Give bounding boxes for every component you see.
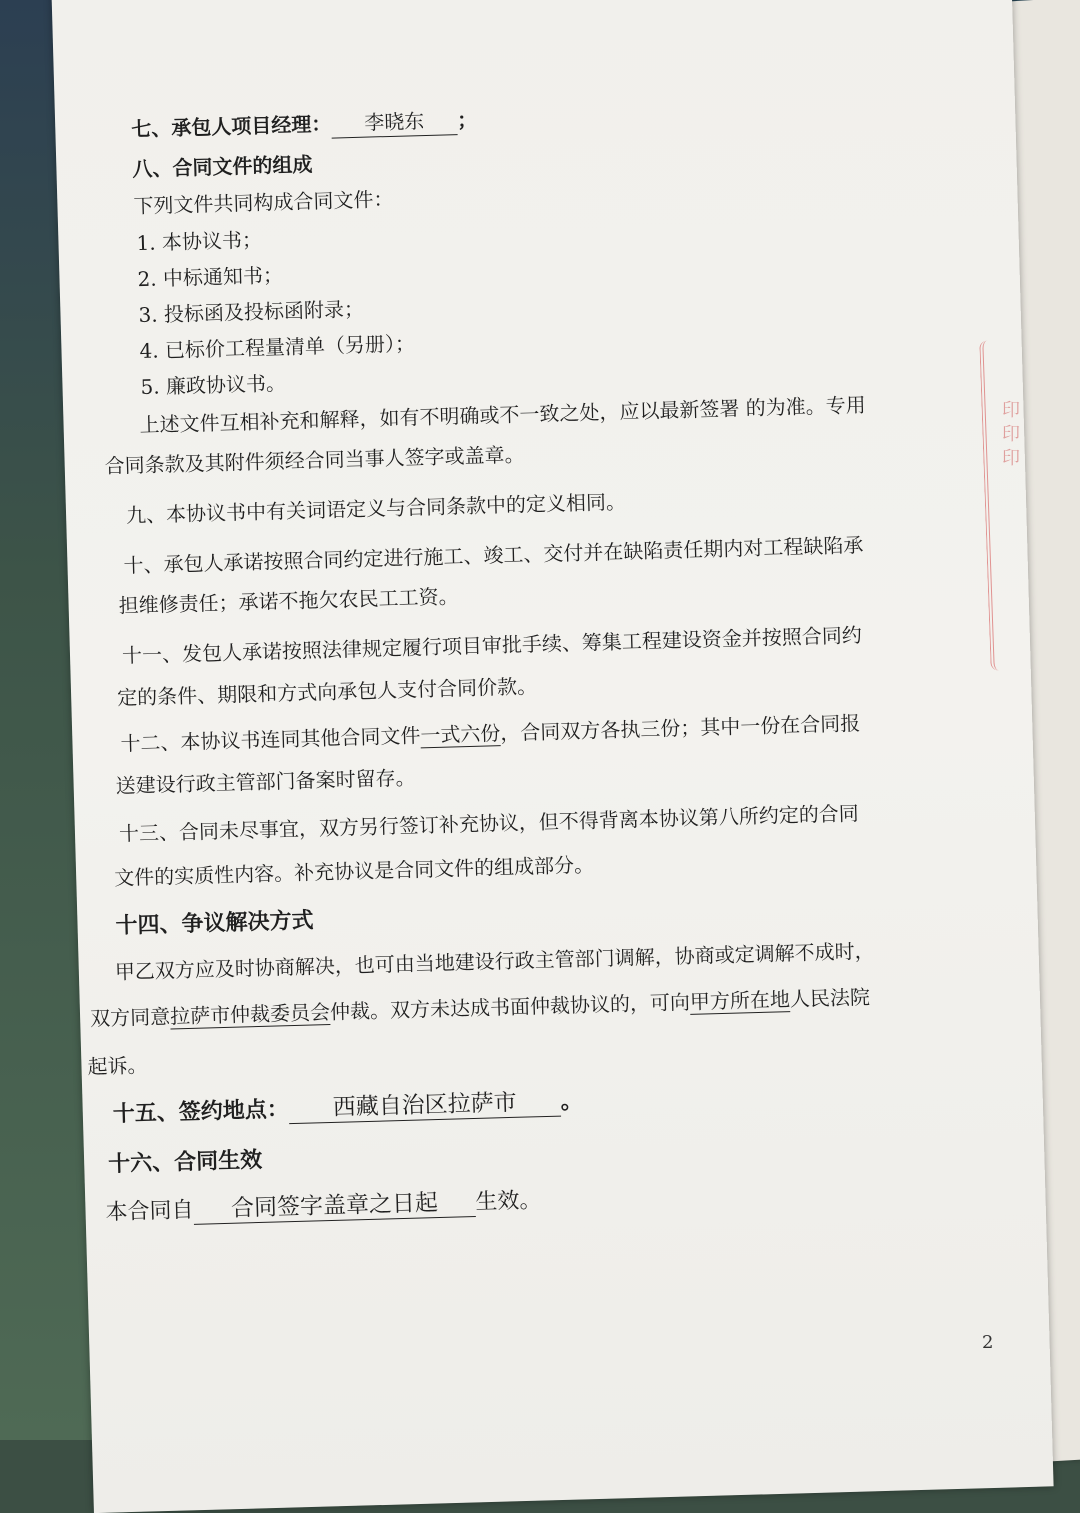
arbitration-body: 拉萨市仲裁委员会 [169, 999, 331, 1029]
section-7 [131, 106, 478, 145]
section-7-label: 七、承包人项目经理： [131, 111, 332, 142]
document-item-3: 3. 投标函及投标函附录； [138, 296, 365, 328]
project-manager-name: 李晓东 [331, 106, 458, 139]
section-13-line-1: 十三、合同未尽事宜，双方另行签订补充协议，但不得背离本协议第八所约定的合同 [118, 801, 860, 846]
section-11-line-2: 定的条件、期限和方式向承包人支付合同价款。 [116, 674, 538, 710]
court-location: 甲方所在地 [689, 987, 791, 1014]
page-number: 2 [982, 1332, 994, 1353]
section-14-line-1: 甲乙双方应及时协商解决，也可由当地建设行政主管部门调解，协商或定调解不成时， [114, 938, 875, 984]
section-8-heading: 八、合同文件的组成 [132, 152, 313, 182]
signing-place: 西藏自治区拉萨市 [288, 1088, 561, 1125]
copies-count: 一式六份 [420, 721, 501, 748]
section-8-paragraph-line-2: 合同条款及其附件须经合同当事人签字或盖章。 [104, 442, 525, 479]
section-12-line-2: 送建设行政主管部门备案时留存。 [115, 765, 416, 798]
section-16-end: 生效。 [475, 1188, 542, 1215]
section-14-line-3: 起诉。 [87, 1053, 148, 1079]
section-14-line-2 [90, 983, 870, 1033]
document-item-1: 1. 本协议书； [136, 227, 263, 256]
section-16-label: 本合同自 [105, 1197, 194, 1226]
section-11-line-1: 十一、发包人承诺按照法律规定履行项目审批手续、筹集工程建设资金并按照合同约 [121, 622, 863, 668]
section-16-heading: 十六、合同生效 [107, 1146, 263, 1178]
section-12-line-1 [120, 709, 860, 758]
document-item-2: 2. 中标通知书； [137, 263, 284, 292]
section-13-line-2: 文件的实质性内容。补充协议是合同文件的组成部分。 [113, 852, 595, 890]
section-14-heading: 十四、争议解决方式 [115, 907, 314, 939]
section-15-label: 十五、签约地点： [112, 1096, 290, 1128]
section-12-text-b: ，合同双方各执三份；其中一份在合同报 [500, 711, 861, 746]
section-7-end: ； [456, 107, 478, 133]
document-item-4: 4. 已标价工程量清单（另册）； [139, 331, 416, 364]
section-10-line-2: 担维修责任；承诺不拖欠农民工工资。 [118, 584, 459, 618]
seam-seal-mark: 印印印 [999, 400, 1020, 472]
section-15-end: 。 [560, 1087, 584, 1115]
document-item-5: 5. 廉政协议书。 [140, 370, 287, 400]
section-14-text-a: 双方同意 [89, 1004, 171, 1031]
effective-date: 合同签字盖章之日起 [193, 1188, 476, 1225]
section-9: 九、本协议书中有关词语定义与合同条款中的定义相同。 [125, 489, 627, 528]
section-16-line [105, 1186, 542, 1227]
section-14-text-b: 仲裁。双方未达成书面仲裁协议的，可向 [329, 989, 691, 1024]
section-12-text-a: 十二、本协议书连同其他合同文件 [120, 723, 421, 756]
section-15 [112, 1087, 583, 1129]
section-14-text-c: 人民法院 [789, 984, 871, 1012]
section-8-intro: 下列文件共同构成合同文件： [133, 186, 394, 219]
section-10-line-1: 十、承包人承诺按照合同约定进行施工、竣工、交付并在缺陷责任期内对工程缺陷承 [123, 532, 864, 578]
section-8-paragraph-line-1: 上述文件互相补充和解释，如有不明确或不一致之处，应以最新签署 的为准。专用 [139, 392, 867, 438]
